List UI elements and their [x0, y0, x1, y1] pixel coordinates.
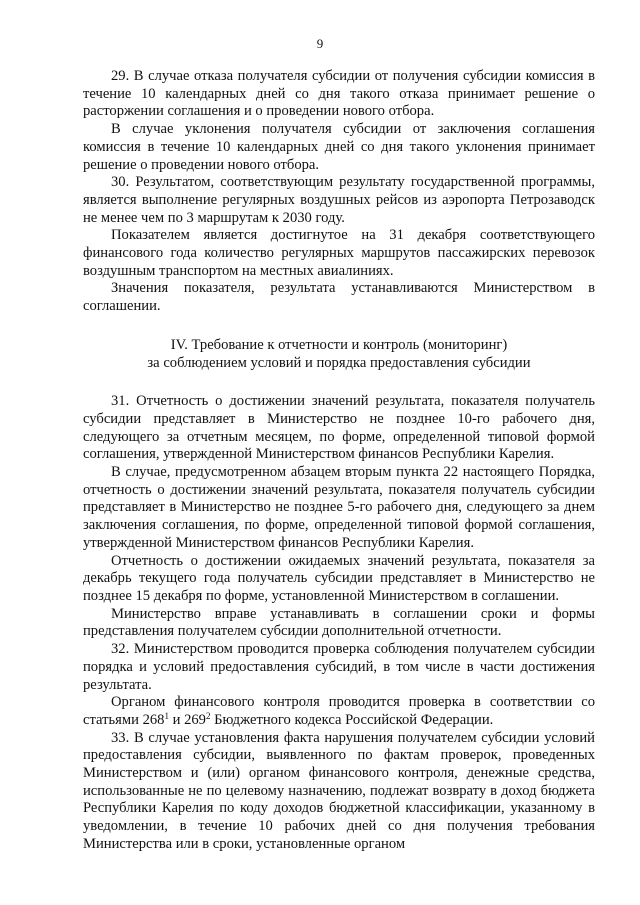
paragraph-31-additional: Министерство вправе устанавливать в соглашении сроки и формы представления получателем субсидии дополнительной отчетности. [83, 605, 595, 640]
paragraph-32: 32. Министерством проводится проверка соблюдения получателем субсидии порядка и условий предоставления субсидий, в том числе в части достижения результата. [83, 641, 595, 693]
finance-control-sup-a: 1 [164, 710, 169, 721]
finance-control-sup-b: 2 [205, 710, 211, 721]
section-heading-line-1: IV. Требование к отчетности и контроль (мониторинг) [170, 336, 508, 353]
paragraph-30: 30. Результатом, соответствующим результату государственной программы, является выполнение регулярных воздушных рейсов из аэропорта Петрозаводск не менее чем по 3 маршрутам к 2030 году. [83, 174, 595, 226]
paragraph-31-december: Отчетность о достижении ожидаемых значений результата, показателя за декабрь текущего года получатель субсидии представляет в Министерство не позднее 15 декабря по форме, установленной Министерством в соглашении. [83, 552, 595, 604]
paragraph-30-indicator: Показателем является достигнутое на 31 декабря соответствующего финансового года количество регулярных маршрутов пассажирских перевозок воздушным транспортом на местных авиалиниях. [83, 227, 595, 279]
paragraph-29: 29. В случае отказа получателя субсидии от получения субсидии комиссия в течение 10 календарных дней со дня такого отказа принимает решение о расторжении соглашения и о проведении нового отбора. [83, 68, 595, 120]
paragraph-32-finance-control [83, 694, 595, 729]
section-heading-line-2: за соблюдением условий и порядка предоставления субсидии [147, 354, 531, 371]
paragraph-30-values: Значения показателя, результата устанавливаются Министерством в соглашении. [83, 280, 595, 315]
page-number: 9 [316, 36, 324, 51]
finance-control-text-b: и 269 [168, 711, 206, 728]
finance-control-text-c: Бюджетного кодекса Российской Федерации. [210, 711, 494, 728]
finance-control-text-a: Органом финансового контроля проводится проверка в соответствии со статьями 268 [83, 694, 595, 728]
paragraph-31: 31. Отчетность о достижении значений результата, показателя получатель субсидии представляет в Министерство не позднее 10-го рабочего дня, следующего за отчетным месяцем, по форме, определенной типовой формой соглашения, утвержденной Министерством финансов Республики Карелия. [83, 393, 595, 463]
paragraph-31-case: В случае, предусмотренном абзацем вторым пункта 22 настоящего Порядка, отчетность о достижении значений результата, показателя получатель субсидии представляет в Министерство не позднее 5-го рабочего дня, следующего за днем заключения соглашения, по форме, определенной типовой формой соглашения, утвержденной Министерством финансов Республики Карелия. [83, 464, 595, 551]
paragraph-33: 33. В случае установления факта нарушения получателем субсидии условий предоставления субсидии, выявленного по фактам проверок, проведенных Министерством и (или) органом финансового контроля, денежные средства, использованные не по целевому назначению, подлежат возврату в доход бюджета Республики Карелия по коду доходов бюджетной классификации, указанному в уведомлении, в течение 10 рабочих дней со дня получения требования Министерства или в сроки, установленные органом [83, 729, 595, 852]
document-body [83, 68, 595, 854]
paragraph-29-evasion: В случае уклонения получателя субсидии от заключения соглашения комиссия в течение 10 календарных дней со дня такого уклонения принимает решение о проведении нового отбора. [83, 121, 595, 173]
section-heading [83, 337, 595, 372]
